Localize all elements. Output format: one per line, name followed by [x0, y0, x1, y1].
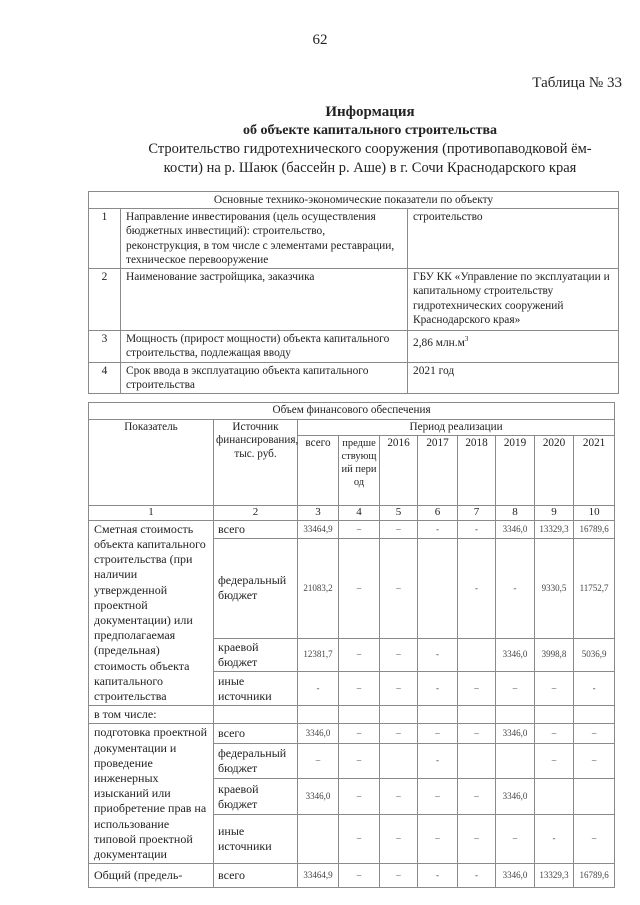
index-cell: 3 — [298, 506, 339, 521]
value-cell: – — [458, 724, 496, 743]
col-year: 2021 — [574, 436, 615, 506]
value-cell: 12381,7 — [298, 638, 339, 672]
col-total: всего — [298, 436, 339, 506]
value-cell: 3346,0 — [298, 724, 339, 743]
value-cell: – — [458, 815, 496, 864]
value-cell: – — [339, 779, 380, 815]
value-cell — [380, 743, 418, 779]
col-year: 2018 — [458, 436, 496, 506]
value-cell: - — [298, 672, 339, 706]
value-cell — [535, 779, 574, 815]
row-value — [408, 331, 619, 362]
col-year: 2019 — [496, 436, 535, 506]
value-cell — [298, 815, 339, 864]
object-name-line2: кости) на р. Шаюк (бассейн р. Аше) в г. Сочи Краснодарского края — [163, 160, 577, 176]
value-cell: – — [339, 520, 380, 538]
value-cell: - — [418, 638, 458, 672]
column-index-row — [89, 506, 615, 521]
indicator-label: в том числе: — [89, 706, 214, 724]
value-cell: - — [418, 672, 458, 706]
value-cell: – — [298, 743, 339, 779]
row-number: 2 — [89, 269, 121, 331]
value-cell: 3346,0 — [496, 638, 535, 672]
index-cell: 8 — [496, 506, 535, 521]
source-label: всего — [214, 724, 298, 743]
value-cell: 11752,7 — [574, 539, 615, 638]
value-cell — [458, 638, 496, 672]
table-label: Таблица № 33 — [532, 75, 622, 91]
value-cell: 3346,0 — [496, 520, 535, 538]
indicators-header: Основные технико-экономические показатели по объекту — [89, 192, 619, 209]
col-indicator: Показатель — [89, 419, 214, 506]
value-cell: – — [574, 815, 615, 864]
value-cell: - — [535, 815, 574, 864]
value-cell — [496, 743, 535, 779]
row-label: Направление инвестирования (цель осуществления бюджетных инвестиций): строительство, реконструкция, в том числе с элементами реставрации, техническое перевооружение — [121, 209, 408, 269]
value-cell: 16789,6 — [574, 520, 615, 538]
value-cell: 3346,0 — [496, 864, 535, 888]
value-cell: 13329,3 — [535, 864, 574, 888]
value-cell: - — [418, 864, 458, 888]
row-number: 3 — [89, 331, 121, 362]
index-cell: 4 — [339, 506, 380, 521]
indicator-label: подготовка проектной документации и проведение инженерных изысканий или приобретение прав на использование типовой проектной документации — [89, 724, 214, 864]
document-subtitle: об объекте капитального строительства — [242, 123, 498, 138]
page-number: 62 — [312, 32, 328, 48]
indicator-label: Сметная стоимость объекта капитального строительства (при наличии утвержденной проектной документации) или предполагаемая (предельная) стоимость объекта капитального строительства — [89, 520, 214, 705]
value-cell: – — [380, 539, 418, 638]
source-label: федеральный бюджет — [214, 539, 298, 638]
value-cell: 13329,3 — [535, 520, 574, 538]
value-cell: - — [418, 520, 458, 538]
value-cell: 21083,2 — [298, 539, 339, 638]
value-cell: 5036,9 — [574, 638, 615, 672]
index-cell: 5 — [380, 506, 418, 521]
value-cell — [574, 779, 615, 815]
col-year: 2016 — [380, 436, 418, 506]
finance-table — [88, 402, 615, 888]
value-cell — [458, 743, 496, 779]
source-label: всего — [214, 864, 298, 888]
value-cell: 16789,6 — [574, 864, 615, 888]
value-cell: 3998,8 — [535, 638, 574, 672]
value-cell: - — [458, 864, 496, 888]
value-cell: – — [339, 743, 380, 779]
source-label: краевой бюджет — [214, 779, 298, 815]
col-year: 2017 — [418, 436, 458, 506]
value-cell: – — [418, 724, 458, 743]
row-value: ГБУ КК «Управление по эксплуатации и капитальному строительству гидротехнических сооружений Краснодарского края» — [408, 269, 619, 331]
object-name-line1: Строительство гидротехнического сооружения (противопаводковой ём- — [148, 141, 592, 157]
col-period: Период реализации — [298, 419, 615, 436]
indicator-label: Общий (предель- — [89, 864, 214, 888]
value-cell: – — [380, 815, 418, 864]
value-cell: - — [574, 672, 615, 706]
document-title: Информация — [325, 104, 415, 120]
finance-header: Объем финансового обеспечения — [89, 403, 615, 420]
value-cell: – — [339, 638, 380, 672]
value-cell: – — [339, 864, 380, 888]
table-row — [89, 864, 615, 888]
object-name — [100, 140, 640, 178]
value-cell: – — [574, 724, 615, 743]
col-previous-period: предшествующий период — [339, 436, 380, 506]
value-cell: – — [339, 539, 380, 638]
source-label: федеральный бюджет — [214, 743, 298, 779]
row-label: Наименование застройщика, заказчика — [121, 269, 408, 331]
value-cell: – — [339, 672, 380, 706]
value-cell: – — [574, 743, 615, 779]
table-row — [89, 209, 619, 269]
value-cell: 33464,9 — [298, 864, 339, 888]
value-cell: - — [458, 520, 496, 538]
value-cell: – — [496, 815, 535, 864]
capacity-value: 2,86 млн.м — [413, 337, 465, 349]
value-cell: – — [380, 638, 418, 672]
value-cell: – — [380, 672, 418, 706]
table-row — [89, 331, 619, 362]
value-cell: – — [535, 743, 574, 779]
row-value: 2021 год — [408, 362, 619, 393]
row-value: строительство — [408, 209, 619, 269]
value-cell: – — [339, 724, 380, 743]
indicators-table — [88, 191, 619, 394]
index-cell: 7 — [458, 506, 496, 521]
value-cell: 3346,0 — [496, 724, 535, 743]
row-number: 4 — [89, 362, 121, 393]
table-row — [89, 724, 615, 743]
value-cell — [418, 539, 458, 638]
value-cell: – — [380, 724, 418, 743]
source-label: иные источники — [214, 815, 298, 864]
value-cell: – — [339, 815, 380, 864]
value-cell: 3346,0 — [496, 779, 535, 815]
capacity-unit-exponent: 3 — [464, 335, 469, 344]
index-cell: 9 — [535, 506, 574, 521]
value-cell: – — [418, 779, 458, 815]
table-row — [89, 269, 619, 331]
value-cell: – — [535, 672, 574, 706]
value-cell: - — [458, 539, 496, 638]
table-row — [89, 520, 615, 538]
table-row — [89, 362, 619, 393]
index-cell: 1 — [89, 506, 214, 521]
row-label: Мощность (прирост мощности) объекта капитального строительства, подлежащая вводу — [121, 331, 408, 362]
value-cell: – — [418, 815, 458, 864]
value-cell: 3346,0 — [298, 779, 339, 815]
row-number: 1 — [89, 209, 121, 269]
value-cell: – — [380, 779, 418, 815]
value-cell: – — [535, 724, 574, 743]
table-row — [89, 706, 615, 724]
row-label: Срок ввода в эксплуатацию объекта капитального строительства — [121, 362, 408, 393]
source-label: всего — [214, 520, 298, 538]
value-cell: - — [418, 743, 458, 779]
value-cell: – — [458, 672, 496, 706]
index-cell: 10 — [574, 506, 615, 521]
value-cell: – — [380, 520, 418, 538]
source-label: иные источники — [214, 672, 298, 706]
source-label: краевой бюджет — [214, 638, 298, 672]
value-cell: – — [380, 864, 418, 888]
col-year: 2020 — [535, 436, 574, 506]
index-cell: 6 — [418, 506, 458, 521]
value-cell: 33464,9 — [298, 520, 339, 538]
value-cell: – — [458, 779, 496, 815]
value-cell: - — [496, 539, 535, 638]
value-cell: 9330,5 — [535, 539, 574, 638]
value-cell: – — [496, 672, 535, 706]
col-source: Источник финансирования, тыс. руб. — [214, 419, 298, 506]
index-cell: 2 — [214, 506, 298, 521]
